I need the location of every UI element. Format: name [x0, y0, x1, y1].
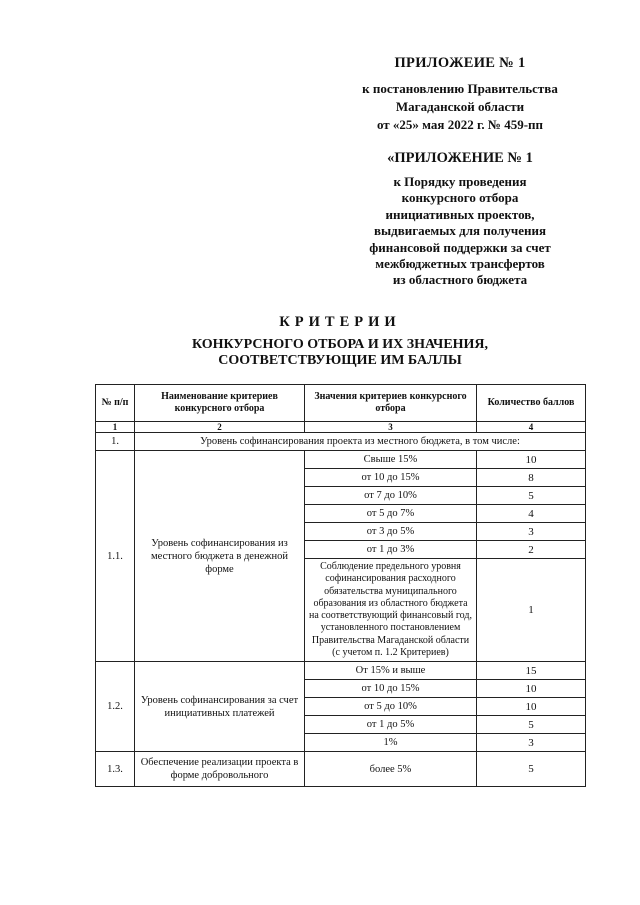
section-row: [96, 433, 586, 451]
criterion-points: 10: [477, 451, 586, 469]
criterion-value: более 5%: [305, 752, 477, 787]
criterion-value: 1%: [305, 734, 477, 752]
criterion-points: 5: [477, 752, 586, 787]
row-number: 1.: [96, 433, 135, 451]
inner-appendix-line: из областного бюджета: [392, 272, 528, 288]
row-number: 1.3.: [96, 752, 135, 787]
column-number-row: [96, 422, 586, 433]
criterion-value: Соблюдение предельного уровня софинансирования расходного обязательства муниципального образования из областного бюджета на соответствующий финансовый год, установленного постановлением Правительства Магаданской области (с учетом п. 1.2 Критериев): [305, 559, 477, 662]
row-number: 1.1.: [96, 451, 135, 662]
criterion-points: 10: [477, 680, 586, 698]
inner-appendix-line: инициативных проектов,: [385, 206, 535, 222]
inner-appendix-title: «ПРИЛОЖЕНИЕ № 1: [387, 150, 533, 166]
criterion-value: от 5 до 10%: [305, 698, 477, 716]
criterion-value: от 7 до 10%: [305, 487, 477, 505]
criterion-points: 5: [477, 487, 586, 505]
header-criterion-value: Значения критериев конкурсного отбора: [305, 385, 477, 422]
column-number: 4: [477, 422, 586, 433]
criterion-points: 8: [477, 469, 586, 487]
criterion-points: 15: [477, 662, 586, 680]
criteria-subtitle-1: КОНКУРСНОГО ОТБОРА И ИХ ЗНАЧЕНИЯ,: [191, 337, 489, 352]
criterion-value: от 5 до 7%: [305, 505, 477, 523]
criterion-points: 1: [477, 559, 586, 662]
header-points: Количество баллов: [477, 385, 586, 422]
inner-appendix-line: выдвигаемых для получения: [373, 223, 547, 239]
appendix-region: Магаданской области: [395, 99, 525, 114]
header-number: № п/п: [96, 385, 135, 422]
criterion-points: 10: [477, 698, 586, 716]
inner-appendix-line: конкурсного отбора: [401, 190, 519, 206]
inner-appendix-header: [330, 150, 590, 289]
criterion-points: 3: [477, 734, 586, 752]
criterion-name: Уровень софинансирования за счет инициативных платежей: [135, 662, 305, 752]
criterion-points: 2: [477, 541, 586, 559]
header-criterion-name: Наименование критериев конкурсного отбора: [135, 385, 305, 422]
criterion-name: Уровень софинансирования из местного бюджета в денежной форме: [135, 451, 305, 662]
criteria-title: КРИТЕРИИ: [279, 314, 401, 330]
table-row: [96, 752, 586, 787]
table-row: [96, 662, 586, 680]
column-number: 3: [305, 422, 477, 433]
appendix-header: [330, 55, 590, 133]
column-number: 2: [135, 422, 305, 433]
criterion-value: Свыше 15%: [305, 451, 477, 469]
appendix-to: к постановлению Правительства: [362, 81, 558, 96]
section-text: Уровень софинансирования проекта из местного бюджета, в том числе:: [135, 433, 586, 451]
criterion-value: от 10 до 15%: [305, 469, 477, 487]
table-header-row: [96, 385, 586, 422]
inner-appendix-line: к Порядку проведения: [393, 174, 527, 189]
criterion-points: 3: [477, 523, 586, 541]
criterion-points: 4: [477, 505, 586, 523]
criterion-value: От 15% и выше: [305, 662, 477, 680]
criterion-value: от 1 до 3%: [305, 541, 477, 559]
criterion-name: Обеспечение реализации проекта в форме добровольного: [135, 752, 305, 787]
row-number: 1.2.: [96, 662, 135, 752]
criterion-value: от 10 до 15%: [305, 680, 477, 698]
criterion-value: от 3 до 5%: [305, 523, 477, 541]
criteria-heading: [90, 314, 590, 369]
appendix-date: от «25» мая 2022 г. № 459-пп: [376, 117, 544, 132]
column-number: 1: [96, 422, 135, 433]
inner-appendix-line: межбюджетных трансфертов: [375, 256, 545, 272]
criteria-subtitle-2: СООТВЕТСТВУЮЩИЕ ИМ БАЛЛЫ: [218, 353, 462, 368]
inner-appendix-line: финансовой поддержки за счет: [369, 239, 551, 255]
table-row: [96, 451, 586, 469]
appendix-title: ПРИЛОЖЕИЕ № 1: [394, 55, 526, 71]
criterion-value: от 1 до 5%: [305, 716, 477, 734]
criterion-points: 5: [477, 716, 586, 734]
criteria-table: [95, 384, 586, 787]
